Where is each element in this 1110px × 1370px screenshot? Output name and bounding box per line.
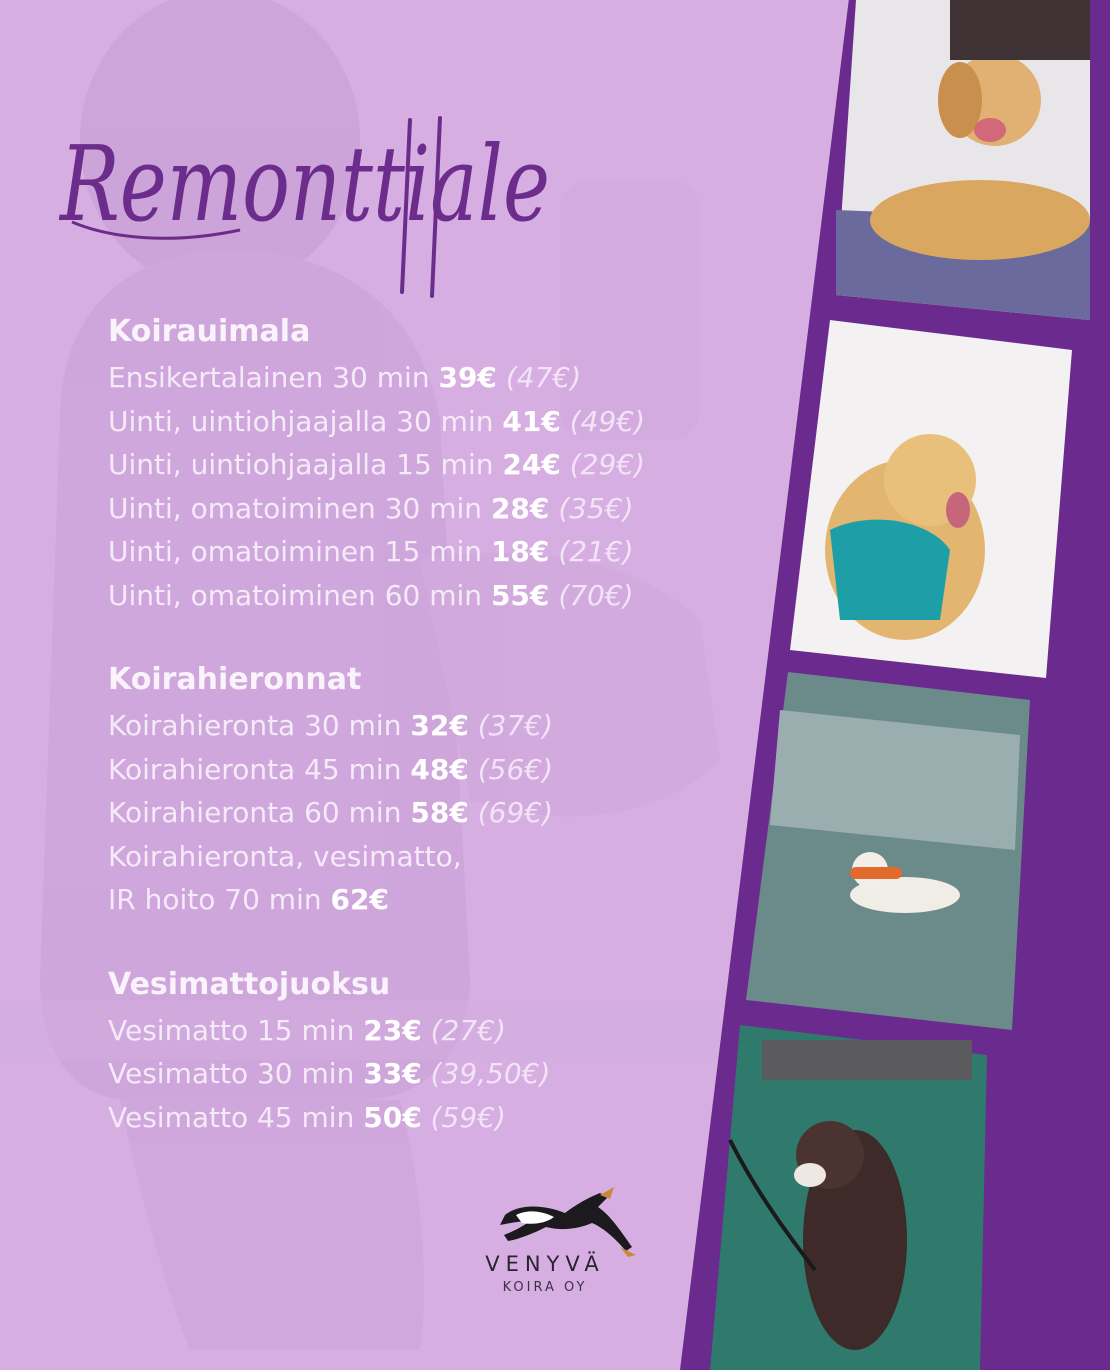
item-old-price: (37€) (477, 709, 554, 742)
price-list (108, 312, 748, 1139)
item-label: Uinti, omatoiminen 15 min (108, 535, 483, 568)
item-price: 41€ (502, 404, 561, 438)
section-heading: Koirauimala (108, 314, 311, 349)
price-row (108, 878, 748, 922)
item-label: Ensikertalainen 30 min (108, 361, 430, 394)
item-label: Uinti, uintiohjaajalla 30 min (108, 404, 494, 438)
item-label: Koirahieronta 45 min (108, 752, 402, 786)
price-row (108, 574, 748, 618)
item-price: 39€ (438, 361, 497, 394)
item-label: Uinti, omatoiminen 60 min (108, 578, 483, 612)
price-row (108, 1052, 748, 1096)
item-label: Koirahieronta, vesimatto, (108, 839, 462, 873)
script-title (50, 70, 570, 310)
price-row (108, 704, 748, 748)
item-label: Uinti, omatoiminen 30 min (108, 491, 483, 525)
item-old-price: (35€) (558, 491, 634, 525)
item-old-price: (59€) (430, 1100, 506, 1134)
price-row (108, 356, 748, 400)
item-price: 62€ (330, 883, 389, 916)
price-row (108, 1009, 748, 1053)
item-old-price: (49€) (569, 404, 646, 438)
item-old-price: (70€) (558, 578, 634, 612)
price-row (108, 487, 748, 531)
photo-strip (690, 0, 1110, 1370)
price-row (108, 748, 748, 792)
brand-name: VENYVÄ (485, 1252, 605, 1276)
photo-puppy-swimming (746, 672, 1030, 1030)
section-heading: Koirahieronnat (108, 662, 362, 697)
item-price: 23€ (363, 1013, 422, 1047)
photo-golden-retriever (836, 0, 1090, 320)
item-label: Vesimatto 15 min (108, 1013, 355, 1047)
item-price: 58€ (410, 796, 469, 829)
photo-puppy-vest (790, 320, 1072, 678)
brand-subtitle: KOIRA OY (502, 1280, 588, 1295)
item-old-price: (27€) (430, 1013, 506, 1047)
item-label: Vesimatto 30 min (108, 1057, 355, 1090)
item-label: Koirahieronta 60 min (108, 796, 402, 829)
price-row (108, 1096, 748, 1140)
item-old-price: (69€) (477, 796, 554, 829)
item-price: 48€ (410, 752, 469, 786)
item-label: Vesimatto 45 min (108, 1100, 355, 1134)
section-heading: Vesimattojuoksu (108, 966, 391, 1002)
brand-logo (450, 1185, 640, 1305)
price-row (108, 530, 748, 574)
item-price: 18€ (490, 535, 550, 568)
item-old-price: (56€) (477, 752, 554, 786)
item-price: 50€ (363, 1100, 422, 1134)
item-label: IR hoito 70 min (108, 883, 322, 916)
price-row (108, 400, 748, 444)
price-row (108, 443, 748, 487)
item-old-price: (21€) (558, 535, 634, 568)
section-koirauimala (108, 312, 748, 617)
price-row (108, 835, 748, 879)
item-old-price: (47€) (505, 361, 582, 394)
item-label: Koirahieronta 30 min (108, 709, 402, 742)
section-koirahieronnat (108, 660, 748, 922)
item-old-price: (39,50€) (430, 1057, 551, 1090)
item-price: 55€ (490, 578, 550, 612)
item-price: 24€ (502, 448, 561, 481)
item-old-price: (29€) (569, 448, 646, 481)
price-row (108, 791, 748, 835)
item-price: 33€ (363, 1057, 422, 1090)
item-label: Uinti, uintiohjaajalla 15 min (108, 448, 494, 481)
section-vesimattojuoksu (108, 965, 748, 1140)
item-price: 32€ (410, 709, 469, 742)
title-text: Remonttiale (58, 123, 550, 245)
leaping-dog-icon (450, 1185, 640, 1260)
item-price: 28€ (490, 491, 550, 525)
photo-dog-treadmill (710, 1025, 987, 1370)
